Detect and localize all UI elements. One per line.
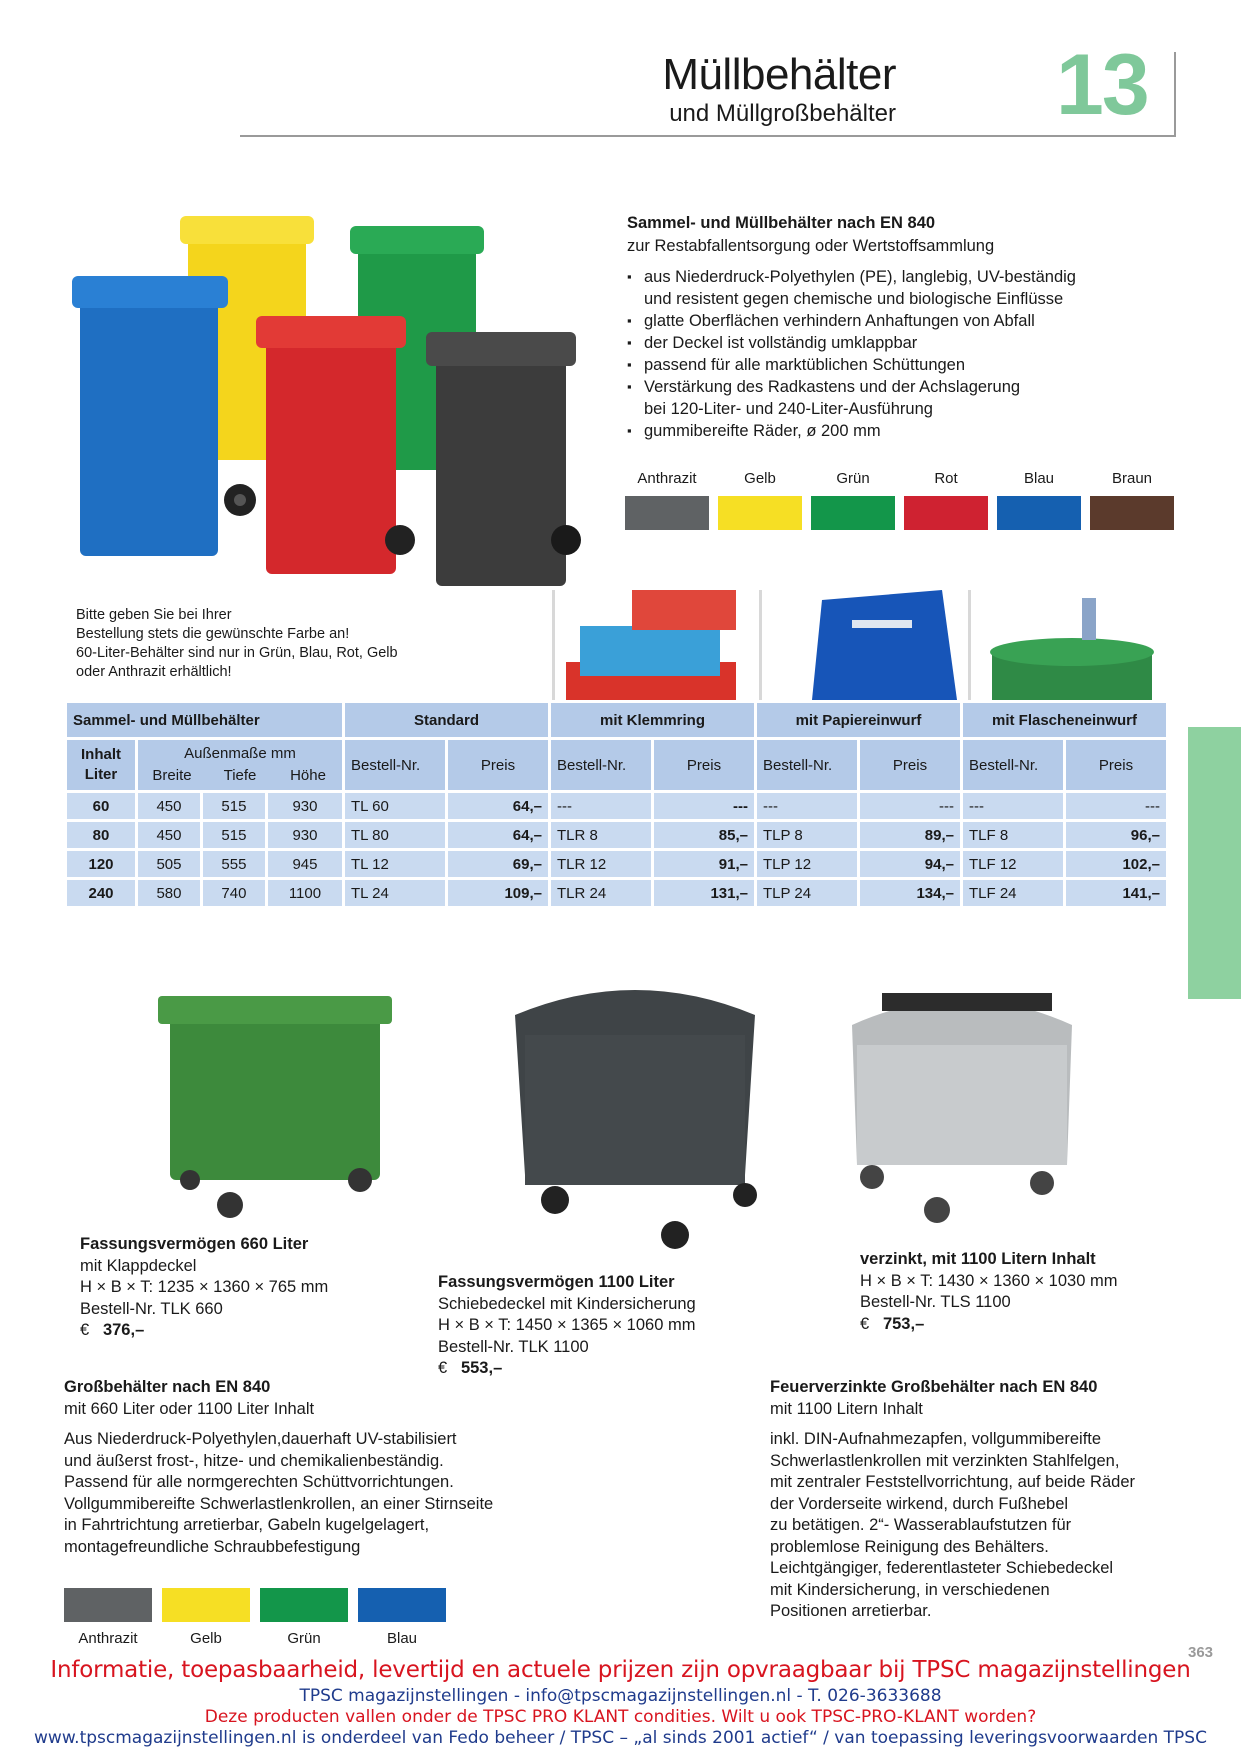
wheelie-bins-photo	[70, 200, 590, 600]
container-1100-photo	[495, 975, 775, 1255]
red-bin	[256, 316, 415, 574]
gross-left-info: Großbehälter nach EN 840 mit 660 Liter oder 1100 Liter Inhalt Aus Niederdruck-Polyethylen,dauerhaft UV-stabilisiert und äußerst frost-, hitze- und chemikalienbeständig. Passend für alle normgerechten Schüttvorrichtungen. Vollgummibereifte Schwerlastlenkrollen, an einer Stirnseite in Fahrtrichtung arretierbar, Gabeln kugelgelagert, montagefreundliche Schraubbefestigung	[64, 1378, 494, 1556]
feature-item: ▪ Verstärkung des Radkastens und der Achslagerung	[627, 376, 1076, 398]
footer-website-line[interactable]: www.tpscmagazijnstellingen.nl is onderdeel van Fedo beheer / TPSC – „al sinds 2001 actief“ / van toepassing leveringsvoorwaarden TPSC	[34, 1728, 1207, 1748]
price-zinc: 753,–	[882, 1314, 925, 1333]
swatch-blau: Blau	[997, 470, 1081, 530]
price-header: Preis	[654, 740, 754, 790]
color-swatches-top	[625, 470, 1183, 530]
price-header: Preis	[448, 740, 548, 790]
feature-item: ▪ passend für alle marktüblichen Schüttungen	[627, 354, 1076, 376]
swatch-gruen: Grün	[260, 1588, 348, 1656]
product-table	[64, 700, 1169, 909]
order-note: Bitte geben Sie bei Ihrer Bestellung stets die gewünschte Farbe an! 60-Liter-Behälter sind nur in Grün, Blau, Rot, Gelb oder Anthrazit erhältlich!	[76, 607, 398, 680]
feature-item-continued: und resistent gegen chemische und biologische Einflüsse	[644, 290, 1064, 308]
papiereinwurf-bin-photo	[812, 590, 957, 700]
swatch-braun: Braun	[1090, 470, 1174, 530]
color-swatches-bottom	[64, 1588, 456, 1656]
swatch-anthrazit: Anthrazit	[64, 1588, 152, 1656]
table-group-header: Standard	[345, 703, 548, 737]
price-header: Preis	[860, 740, 960, 790]
table-group-header: mit Papiereinwurf	[757, 703, 960, 737]
intro-title: Sammel- und Müllbehälter nach EN 840	[627, 214, 936, 232]
feature-item-continued: bei 120-Liter- und 240-Liter-Ausführung	[644, 400, 933, 418]
variant-photos	[552, 590, 1176, 700]
klemmring-bin-photo	[566, 590, 736, 700]
page-number: 363	[1188, 1644, 1214, 1661]
swatch-gruen: Grün	[811, 470, 895, 530]
table-row: 120 505 555 945 TL 12 69,– TLR 12 91,– TLP 12 94,– TLF 12 102,–	[67, 851, 1166, 877]
product-660-info: Fassungsvermögen 660 Liter mit Klappdeckel H × B × T: 1235 × 1360 × 765 mm Bestell-Nr. TLK 660 € 376,–	[80, 1235, 329, 1339]
swatch-rot: Rot	[904, 470, 988, 530]
gross-right-info: Feuerverzinkte Großbehälter nach EN 840 mit 1100 Litern Inhalt inkl. DIN-Aufnahmezapfen, vollgummibereifte Schwerlastlenkrollen mit verzinkten Stahlfelgen, mit zentraler Feststellvorrichtung, auf beide Räder der Vorderseite wirkend, durch Fußhebel zu betätigen. 2“- Wasserablaufstutzen für problemlose Reinigung des Behälters. Leichtgängiger, federentlasteter Schiebedeckel mit Kindersicherung, in verschiedenen Positionen arretierbar.	[770, 1378, 1135, 1620]
footer-pro-klant-line: Deze producten vallen onder de TPSC PRO KLANT condities. Wilt u ook TPSC-PRO-KLANT worden?	[204, 1707, 1037, 1727]
feature-item: ▪ aus Niederdruck-Polyethylen (PE), langlebig, UV-beständig	[627, 266, 1076, 288]
swatch-anthrazit: Anthrazit	[625, 470, 709, 530]
galvanized-container-photo	[842, 985, 1082, 1225]
price-660: 376,–	[102, 1321, 145, 1339]
header-rule-vertical	[1174, 52, 1176, 137]
chapter-side-tab	[1188, 727, 1241, 999]
swatch-blau: Blau	[358, 1588, 446, 1656]
page-subtitle: und Müllgroßbehälter	[669, 100, 896, 127]
feature-item: ▪ glatte Oberflächen verhindern Anhaftungen von Abfall	[627, 310, 1076, 332]
order-no-header: Bestell-Nr.	[963, 740, 1063, 790]
inhalt-header: Inhalt Liter	[67, 740, 135, 790]
price-header: Preis	[1066, 740, 1166, 790]
footer-contact-line: TPSC magazijnstellingen - info@tpscmagazijnstellingen.nl - T. 026-3633688	[299, 1686, 942, 1706]
table-row: 240 580 740 1100 TL 24 109,– TLR 24 131,– TLP 24 134,– TLF 24 141,–	[67, 880, 1166, 906]
flascheneinwurf-bin-photo	[990, 598, 1154, 700]
order-no-header: Bestell-Nr.	[551, 740, 651, 790]
feature-item: ▪ gummibereifte Räder, ø 200 mm	[627, 420, 1076, 442]
product-1100-info: Fassungsvermögen 1100 Liter Schiebedeckel mit Kindersicherung H × B × T: 1450 × 1365 × 1060 mm Bestell-Nr. TLK 1100 € 553,–	[438, 1273, 696, 1377]
feature-list	[627, 266, 1076, 442]
anthracite-bin	[426, 332, 581, 586]
product-zinc-info: verzinkt, mit 1100 Litern Inhalt H × B × T: 1430 × 1360 × 1030 mm Bestell-Nr. TLS 1100 € 753,–	[860, 1250, 1118, 1333]
table-row: 80 450 515 930 TL 80 64,– TLR 8 85,– TLP 8 89,– TLF 8 96,–	[67, 822, 1166, 848]
page-title: Müllbehälter	[662, 50, 896, 99]
swatch-gelb: Gelb	[718, 470, 802, 530]
header-rule	[240, 135, 1175, 137]
feature-item: ▪ der Deckel ist vollständig umklappbar	[627, 332, 1076, 354]
container-660-photo	[150, 990, 400, 1230]
swatch-gelb: Gelb	[162, 1588, 250, 1656]
table-group-header: mit Klemmring	[551, 703, 754, 737]
intro-subtitle: zur Restabfallentsorgung oder Wertstoffsammlung	[627, 237, 995, 255]
order-no-header: Bestell-Nr.	[345, 740, 445, 790]
table-group-header: mit Flascheneinwurf	[963, 703, 1166, 737]
chapter-number: 13	[1056, 37, 1148, 133]
dimensions-header: Außenmaße mm Breite Tiefe Höhe	[138, 740, 342, 790]
table-row: 60 450 515 930 TL 60 64,– --- --- --- --- --- ---	[67, 793, 1166, 819]
order-no-header: Bestell-Nr.	[757, 740, 857, 790]
price-1100: 553,–	[460, 1359, 503, 1377]
table-group-header: Sammel- und Müllbehälter	[67, 703, 342, 737]
footer-info-line: Informatie, toepasbaarheid, levertijd en actuele prijzen zijn opvraagbaar bij TPSC magazijnstellingen	[50, 1657, 1191, 1683]
